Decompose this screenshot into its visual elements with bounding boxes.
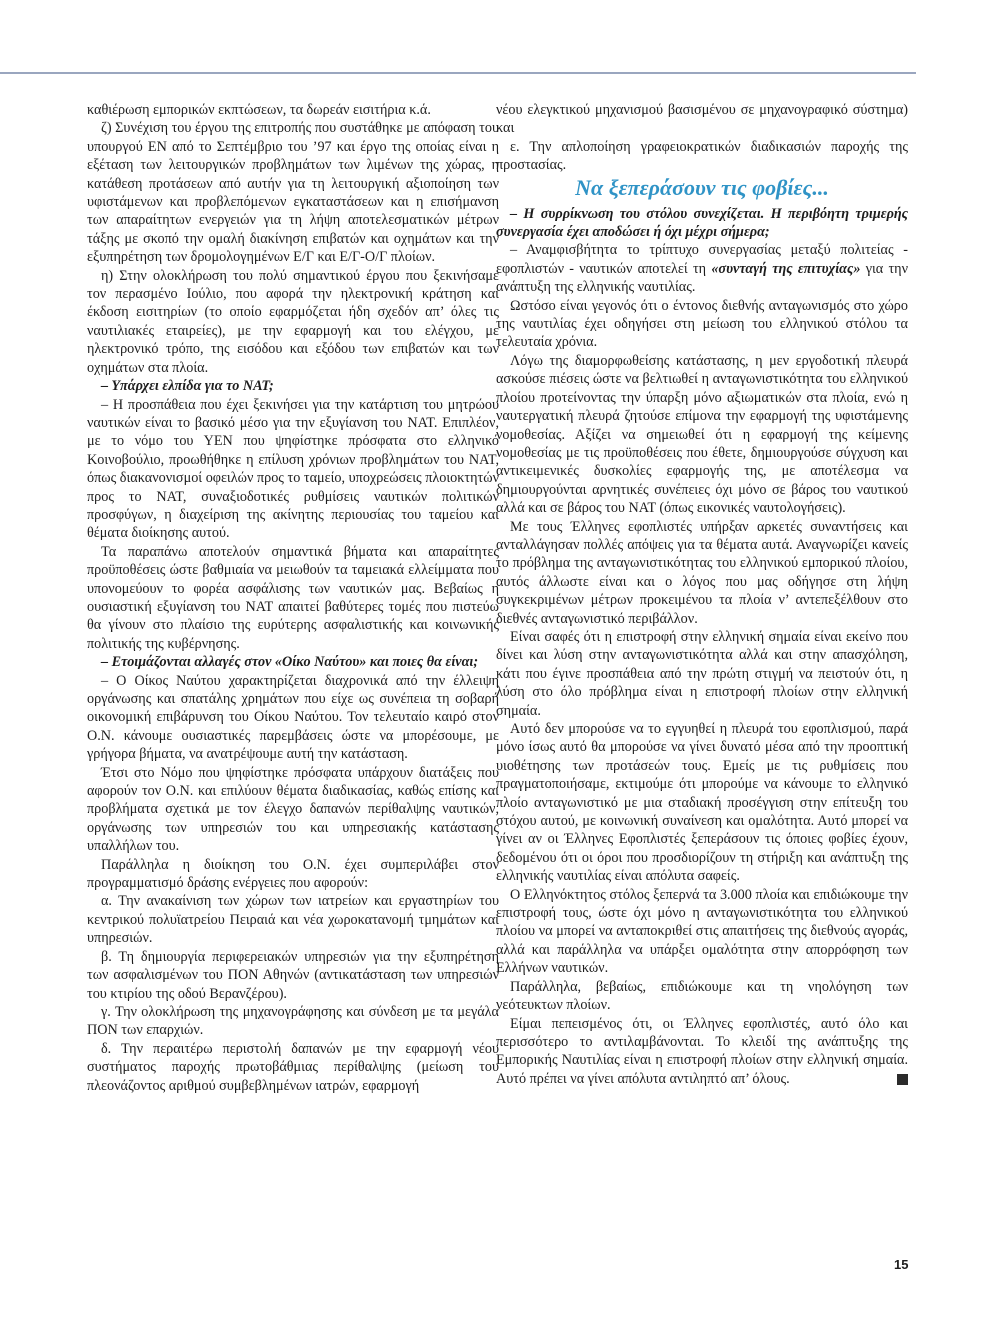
page-number: 15 [894, 1257, 909, 1272]
list-item: β. Τη δημιουργία περιφερειακών υπηρεσιών για την εξυπηρέτηση των ασφαλισμένων του ΠΟΝ Αθηνών (αντικατάσταση των υπηρεσιών του κτιρίου της οδού Βερανζέρου). [87, 948, 499, 1002]
interview-question: – Η συρρίκνωση του στόλου συνεχίζεται. Η περιβόητη τριμερής συνεργασία έχει αποδώσει ή όχι μέχρι σήμερα; [496, 205, 908, 241]
left-column [87, 101, 499, 1095]
emphasis-text: «συνταγή της επιτυχίας» [711, 260, 861, 277]
paragraph: καθιέρωση εμπορικών εκπτώσεων, τα δωρεάν εισιτήρια κ.ά. [87, 102, 431, 118]
paragraph: Είναι σαφές ότι η επιστροφή στην ελληνική σημαία είναι εκείνο που δίνει και λύση στην ανταγωνιστικότητα αλλά και στην απασχόληση, κάτι που έγινε προσπάθεια από την πρώτη στιγμή να πειστούν ότι, η λύση στο όλο πρόβλημα είναι η επιστροφή πλοίων στην ελληνική σημαία. [496, 628, 908, 719]
paragraph: – Η προσπάθεια που έχει ξεκινήσει για την κατάρτιση του μητρώου ναυτικών είναι το βασικό μέσο για την εξυγίανση του ΝΑΤ. Επιπλέον, με το νόμο του ΥΕΝ που ψηφίστηκε πρόσφατα στο ελληνικό Κοινοβούλιο, προωθήθηκε η επίλυση χρόνιων προβλημάτων του ΝΑΤ, όπως διακανονισμοί οφειλών προς το ταμείο, υποχρεώσεις πλοιοκτητών προς το ΝΑΤ, συναξιοδοτικές ρυθμίσεις ναυτικών πολιτικών προσφύγων, η διαχείριση της ακίνητης περιουσίας του ταμείου και θέματα διοίκησης αυτού. [87, 396, 499, 542]
paragraph: Αυτό δεν μπορούσε να το εγγυηθεί η πλευρά του εφοπλισμού, παρά μόνο ίσως αυτό θα μπορούσε να γίνει δυνατό μέσα από την προοπτική υιοθέτησης των προτάσεών τους. Εμείς με τις ρυθμίσεις που πραγματοποιήσαμε, εκτιμούμε ότι μπορούμε να κάνουμε το ελληνικό πλοίο ανταγωνιστικό με μια σταδιακή προσέγγιση στην επίτευξη του στόχου αυτού, με κοινωνική συναίνεση και ομαλότητα. Αυτό μπορεί να γίνει αν οι Έλληνες Εφοπλιστές ξεπεράσουν τις όποιες φοβίες έχουν, δεδομένου ότι οι όροι που προσδιορίζουν τη στήριξη και ανάπτυξη της ελληνικής ναυτιλίας είναι απόλυτα σαφείς. [496, 721, 908, 885]
paragraph: Παράλληλα, βεβαίως, επιδιώκουμε και τη νηολόγηση των νεότευκτων πλοίων. [496, 978, 908, 1014]
interview-question: – Ετοιμάζονται αλλαγές στον «Οίκο Ναύτου» και ποιες θα είναι; [101, 654, 479, 671]
end-of-article-mark [897, 1074, 908, 1085]
paragraph: – Ο Οίκος Ναύτου χαρακτηρίζεται διαχρονικά από την έλλειψη οργάνωσης και σπατάλης χρημάτων που είχε ως συνέπεια τη σοβαρή οικονομική επιβάρυνση του Οίκου Ναύτου. Τον τελευταίο καιρό στον Ο.Ν. κάνουμε ουσιαστικές παρεμβάσεις ώστε να μπορέσουμε, με γρήγορα βήματα, να ανατρέψουμε αυτή την κατάσταση. [87, 672, 499, 763]
list-item: ε. Την απλοποίηση γραφειοκρατικών διαδικασιών παροχής της προστασίας. [496, 138, 908, 174]
section-heading: Να ξεπεράσουν τις φοβίες... [575, 174, 829, 200]
paragraph: Με τους Έλληνες εφοπλιστές υπήρξαν αρκετές συναντήσεις και ανταλλάγησαν πολλές απόψεις για τα θέματα αυτά. Αναγνωρίζει κανείς το πρόβλημα της ανταγωνιστικότητας του ελληνικού εμπορικού πλοίου, αυτός άλλωστε είναι και ο λόγος που μας οδήγησε στη λήψη συγκεκριμένων μέτρων προκειμένου τα πλοία ν’ αντεπεξέλθουν στο διεθνές ανταγωνιστικό περιβάλλον. [496, 518, 908, 627]
interview-question: – Υπάρχει ελπίδα για το ΝΑΤ; [101, 378, 274, 395]
list-item: δ. Την περαιτέρω περιστολή δαπανών με την εφαρμογή νέου συστήματος παροχής πρωτοβάθμιας περίθαλψης (μείωση του πλεονάζοντος αριθμού συμβεβλημένων ιατρών, εφαρμογή [87, 1040, 499, 1094]
paragraph: η) Στην ολοκλήρωση του πολύ σημαντικού έργου που ξεκινήσαμε τον περασμένο Ιούλιο, που αφορά την ηλεκτρονική κράτηση και έκδοση εισιτηρίων (το οποίο εφαρμόζεται ήδη σχεδόν απ’ όλες τις ναυτιλιακές εταιρείες), με την εφαρμογή και του ελέγχου, με ηλεκτρονικό τρόπο, της εισόδου και εξόδου των επιβατών και των οχημάτων στα πλοία. [87, 267, 499, 376]
answer-tail: για την ανάπτυξη της ελληνικής ναυτιλίας. [496, 260, 909, 296]
paragraph: Ωστόσο είναι γεγονός ότι ο έντονος διεθνής ανταγωνισμός στο χώρο της ναυτιλίας έχει οδηγήσει στη μείωση του ελληνικού στόλου τα τελευταία χρόνια. [496, 297, 908, 351]
paragraph: ζ) Συνέχιση του έργου της επιτροπής που συστάθηκε με απόφαση του υπουργού ΕΝ από το Σεπτέμβριο του ’97 και έργο της οποίας είναι η εξέταση των λειτουργικών προβλημάτων των λιμένων της χώρας, η κατάθεση προτάσεων από αυτήν για τη λειτουργική αξιοποίηση των υφιστάμενων και προβλεπόμενων εγκαταστάσεων και η επισήμανση των απαραίτητων ενεργειών για τη λήψη αποτελεσματικών μέτρων τάξης με σκοπό την ομαλή διακίνηση επιβατών και οχημάτων και την εξυπηρέτηση των δρομολογημένων Ε/Γ και Ε/Γ-Ο/Γ πλοίων. [87, 120, 499, 266]
paragraph: Τα παραπάνω αποτελούν σημαντικά βήματα και απαραίτητες προϋποθέσεις ώστε βαθμιαία να μειωθούν τα ταμειακά ελλείμματα που υπονομεύουν το φορέα ασφάλισης των ναυτικών μας. Βεβαίως η ουσιαστική εξυγίανση του ΝΑΤ απαιτεί βαθύτερες τομές που πιστεύω θα γίνουν στο πλαίσιο της ευρύτερης ασφαλιστικής και κοινωνικής πολιτικής της κυβέρνησης. [87, 543, 499, 652]
paragraph: Ο Ελληνόκτητος στόλος ξεπερνά τα 3.000 πλοία και επιδιώκουμε την επιστροφή τους, ώστε όχι μόνο η ανταγωνιστικότητα του ελληνικού πλοίου να μπορεί να ανταποκριθεί στις απαιτήσεις της διεθνούς αγοράς, αλλά και παράλληλα να υπάρξει ομαλότητα στην απορρόφηση των Ελλήνων ναυτικών. [496, 886, 908, 977]
paragraph: Λόγω της διαμορφωθείσης κατάστασης, η μεν εργοδοτική πλευρά ασκούσε πιέσεις ώστε να βελτιωθεί η ανταγωνιστικότητα του ελληνικού πλοίου προτείνοντας την ύπαρξη μόνο αξιωματικών στα πλοία, ενώ η ναυτεργατική πλευρά ζητούσε επίμονα την εφαρμογή της υφιστάμενης νομοθεσίας. Αξίζει να σημειωθεί ότι η εφαρμογή της κείμενης νομοθεσίας με τις προϋποθέσεις που έθετε, δημιουργούσε σύγχυση και αντικειμενικές δυσκολίες εφαρμογής της, με αποτέλεσμα να δημιουργούνται αρνητικές συνέπειες όχι μόνο σε βάρος του ναυτικού αλλά και σε βάρος του ΝΑΤ (όπως εικονικές ναυτολογήσεις). [496, 352, 908, 517]
answer-lead: – Αναμφισβήτητα το τρίπτυχο συνεργασίας μεταξύ πολιτείας - εφοπλιστών - ναυτικών αποτελεί τη [496, 242, 908, 277]
closing-text: Είμαι πεπεισμένος ότι, οι Έλληνες εφοπλιστές, αυτό όλο και περισσότερο το αντιλαμβάνονται. Το κλειδί της ανάπτυξης της Εμπορικής Ναυτιλίας είναι η επιστροφή πλοίων στην ελληνική σημαία. Αυτό πρέπει να γίνει απόλυτα αντιληπτό απ’ όλους. [496, 1015, 908, 1087]
paragraph [496, 1015, 908, 1089]
list-item: γ. Την ολοκλήρωση της μηχανογράφησης και σύνδεση με τα μεγάλα ΠΟΝ των επαρχιών. [87, 1003, 499, 1039]
paragraph: Έτσι στο Νόμο που ψηφίστηκε πρόσφατα υπάρχουν διατάξεις που αφορούν τον Ο.Ν. και επιλύουν θέματα διαδικασίας, καθώς επίσης και προβλήματα σχετικά με τον έλεγχο δαπανών περίθαλψης ναυτικών, οργάνωσης των υπηρεσιών του και υπηρεσιακής κατάστασης υπαλλήλων του. [87, 764, 499, 855]
paragraph: Παράλληλα η διοίκηση του Ο.Ν. έχει συμπεριλάβει στον προγραμματισμό δράσης ενέργειες που αφορούν: [87, 856, 499, 892]
right-column [496, 101, 908, 1088]
list-item: α. Την ανακαίνιση των χώρων των ιατρείων και εργαστηρίων του κεντρικού πολυϊατρείου Πειραιά και νέα χωροκατανομή τμημάτων και υπηρεσιών. [87, 893, 499, 947]
paragraph [496, 241, 908, 296]
paragraph: νέου ελεγκτικού μηχανισμού βασισμένου σε μηχανογραφικό σύστημα) και [496, 102, 908, 137]
header-rule [0, 72, 916, 74]
